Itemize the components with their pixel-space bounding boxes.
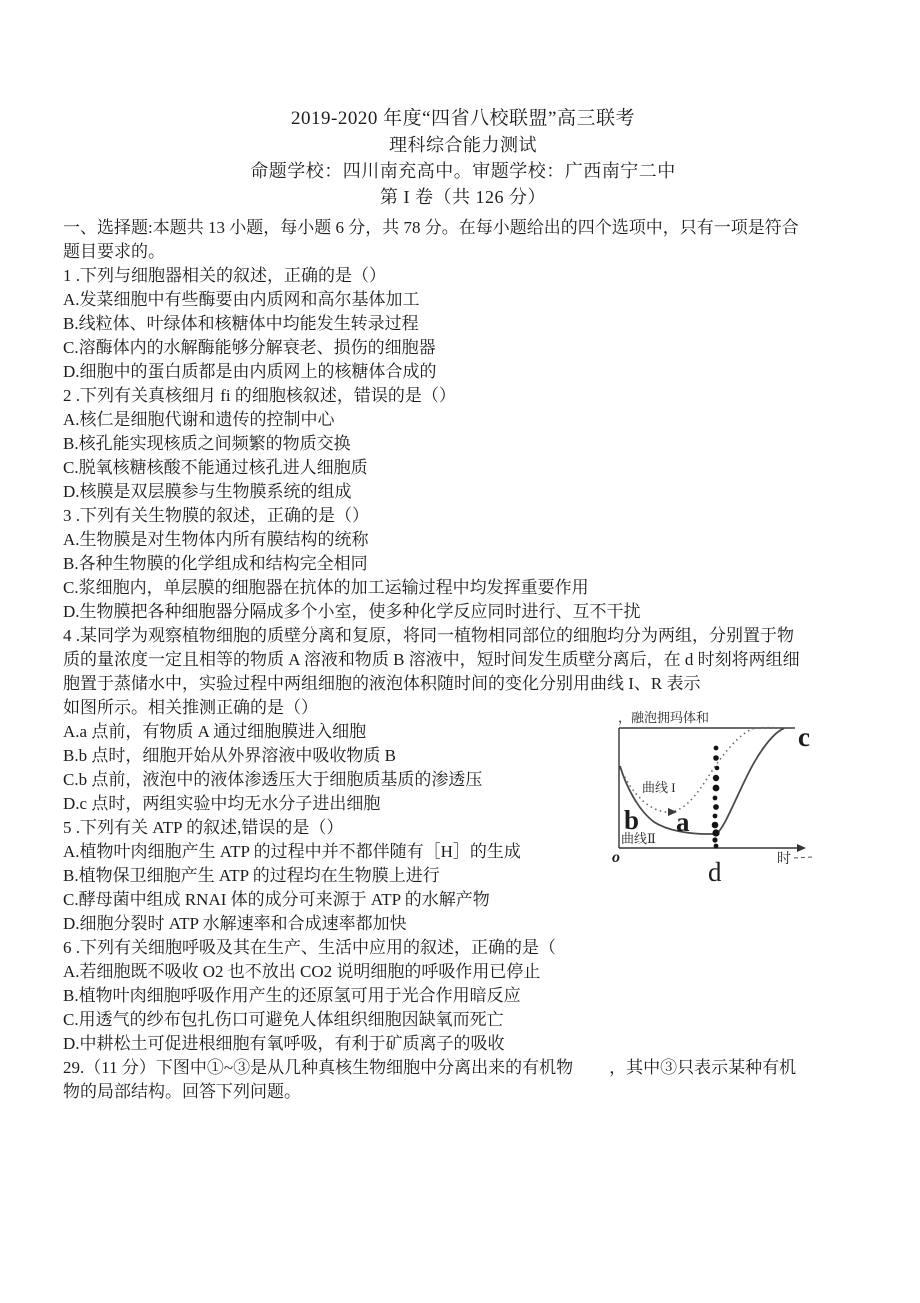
text-line: C.酵母菌中组成 RNAI 体的成分可来源于 ATP 的水解产物 bbox=[63, 890, 490, 909]
point-b-label: b bbox=[624, 805, 640, 835]
question-29-part1: 29.（11 分）下图中①~③是从几种真核生物细胞中分离出来的有机物 bbox=[63, 1058, 574, 1077]
text-line: C.b 点前，液泡中的液体渗透压大于细胞质基质的渗透压 bbox=[63, 770, 483, 789]
text-line: A.核仁是细胞代谢和遗传的控制中心 bbox=[63, 410, 335, 429]
text-line: D.核膜是双层膜参与生物膜系统的组成 bbox=[63, 482, 352, 501]
text-line: D.生物膜把各种细胞器分隔成多个小室，使多种化学反应同时进行、互不干扰 bbox=[63, 602, 641, 621]
text-line: B.b 点时，细胞开始从外界溶液中吸收物质 B bbox=[63, 746, 396, 765]
question-lines bbox=[63, 216, 863, 1056]
text-line: 2 .下列有关真核细月 fi 的细胞核叙述，错误的是（） bbox=[63, 386, 456, 405]
text-line: 如图所示。相关推测正确的是（） bbox=[63, 698, 318, 717]
point-a-label: a bbox=[676, 807, 690, 837]
text-line: A.若细胞既不吸收 O2 也不放出 CO2 说明细胞的呼吸作用已停止 bbox=[63, 962, 541, 981]
text-line: 4 .某同学为观察植物细胞的质壁分离和复原，将同一植物相同部位的细胞均分为两组，分别置于物 bbox=[63, 626, 794, 645]
text-line: B.线粒体、叶绿体和核糖体中均能发生转录过程 bbox=[63, 314, 419, 333]
text-line: 质的量浓度一定且相等的物质 A 溶液和物质 B 溶液中，短时间发生质壁分离后，在 d 时刻将两组细 bbox=[63, 650, 800, 669]
text-line: B.各种生物膜的化学组成和结构完全相同 bbox=[63, 554, 368, 573]
curve-1-dotted bbox=[620, 728, 788, 812]
text-line: 胞置于蒸储水中，实验过程中两组细胞的液泡体积随时间的变化分别用曲线 I、R 表示 bbox=[63, 674, 701, 693]
exam-title: 2019-2020 年度“四省八校联盟”高三联考 bbox=[291, 108, 635, 129]
question-29-line2: 物的局部结构。回答下列问题。 bbox=[63, 1082, 301, 1101]
exam-section-heading: 第 I 卷（共 126 分） bbox=[380, 187, 546, 207]
text-line: 题目要求的。 bbox=[63, 242, 165, 261]
point-c-label: c bbox=[798, 722, 810, 752]
text-line: A.生物膜是对生物体内所有膜结构的统称 bbox=[63, 530, 369, 549]
text-line: A.植物叶肉细胞产生 ATP 的过程中并不都伴随有［H］的生成 bbox=[63, 842, 521, 861]
exam-document bbox=[63, 106, 863, 1104]
text-line: A.发菜细胞中有些酶要由内质网和高尔基体加工 bbox=[63, 290, 420, 309]
origin-label: o bbox=[612, 849, 620, 866]
curve-2-label: 曲线Ⅱ bbox=[621, 831, 656, 846]
text-line: 一、选择题:本题共 13 小题，每小题 6 分，共 78 分。在每小题给出的四个选项中，只有一项是符合 bbox=[63, 218, 799, 237]
text-line: C.浆细胞内，单层膜的细胞器在抗体的加工运输过程中均发挥重要作用 bbox=[63, 578, 589, 597]
question-29-part2: ，其中③只表示某种有机 bbox=[609, 1058, 797, 1077]
figure-y-axis-label: ，融泡拥玛体和 bbox=[618, 710, 710, 725]
x-axis-time-label: 时 bbox=[777, 852, 791, 867]
point-d-label: d bbox=[708, 857, 722, 887]
question-text-block bbox=[63, 216, 863, 1104]
curve-1-label: 曲线 I bbox=[642, 780, 676, 795]
text-line: D.中耕松土可促进根细胞有氧呼吸，有利于矿质离子的吸收 bbox=[63, 1034, 505, 1053]
text-line: B.植物叶肉细胞呼吸作用产生的还原氢可用于光合作用暗反应 bbox=[63, 986, 521, 1005]
text-line: D.细胞分裂时 ATP 水解速率和合成速率都加快 bbox=[63, 914, 407, 933]
text-line: 5 .下列有关 ATP 的叙述,错误的是（） bbox=[63, 818, 344, 837]
text-line: C.脱氧核糖核酸不能通过核孔进人细胞质 bbox=[63, 458, 368, 477]
d-reference-dotted-line bbox=[712, 746, 720, 849]
x-axis-arrow-icon bbox=[797, 844, 806, 852]
text-line: A.a 点前，有物质 A 通过细胞膜进入细胞 bbox=[63, 722, 367, 741]
text-line: 1 .下列与细胞器相关的叙述，正确的是（） bbox=[63, 266, 386, 285]
text-line: B.核孔能实现核质之间频繁的物质交换 bbox=[63, 434, 351, 453]
plasmolysis-curve-chart bbox=[612, 698, 827, 893]
text-line: C.用透气的纱布包扎伤口可避免人体组织细胞因缺氧而死亡 bbox=[63, 1010, 504, 1029]
text-line: D.c 点时，两组实验中均无水分子进出细胞 bbox=[63, 794, 381, 813]
text-line: 6 .下列有关细胞呼吸及其在生产、生活中应用的叙述，正确的是（ bbox=[63, 938, 556, 957]
text-line: B.植物保卫细胞产生 ATP 的过程均在生物膜上进行 bbox=[63, 866, 440, 885]
time-label-dash bbox=[794, 857, 812, 858]
exam-subtitle: 理科综合能力测试 bbox=[389, 135, 537, 155]
exam-schools: 命题学校：四川南充高中。审题学校：广西南宁二中 bbox=[250, 161, 676, 181]
text-line: D.细胞中的蛋白质都是由内质网上的核糖体合成的 bbox=[63, 362, 437, 381]
text-line: 3 .下列有关生物膜的叙述，正确的是（） bbox=[63, 506, 369, 525]
text-line: C.溶酶体内的水解酶能够分解衰老、损伤的细胞器 bbox=[63, 338, 436, 357]
question-29-line1 bbox=[63, 1056, 863, 1080]
question-4-figure bbox=[612, 698, 827, 893]
